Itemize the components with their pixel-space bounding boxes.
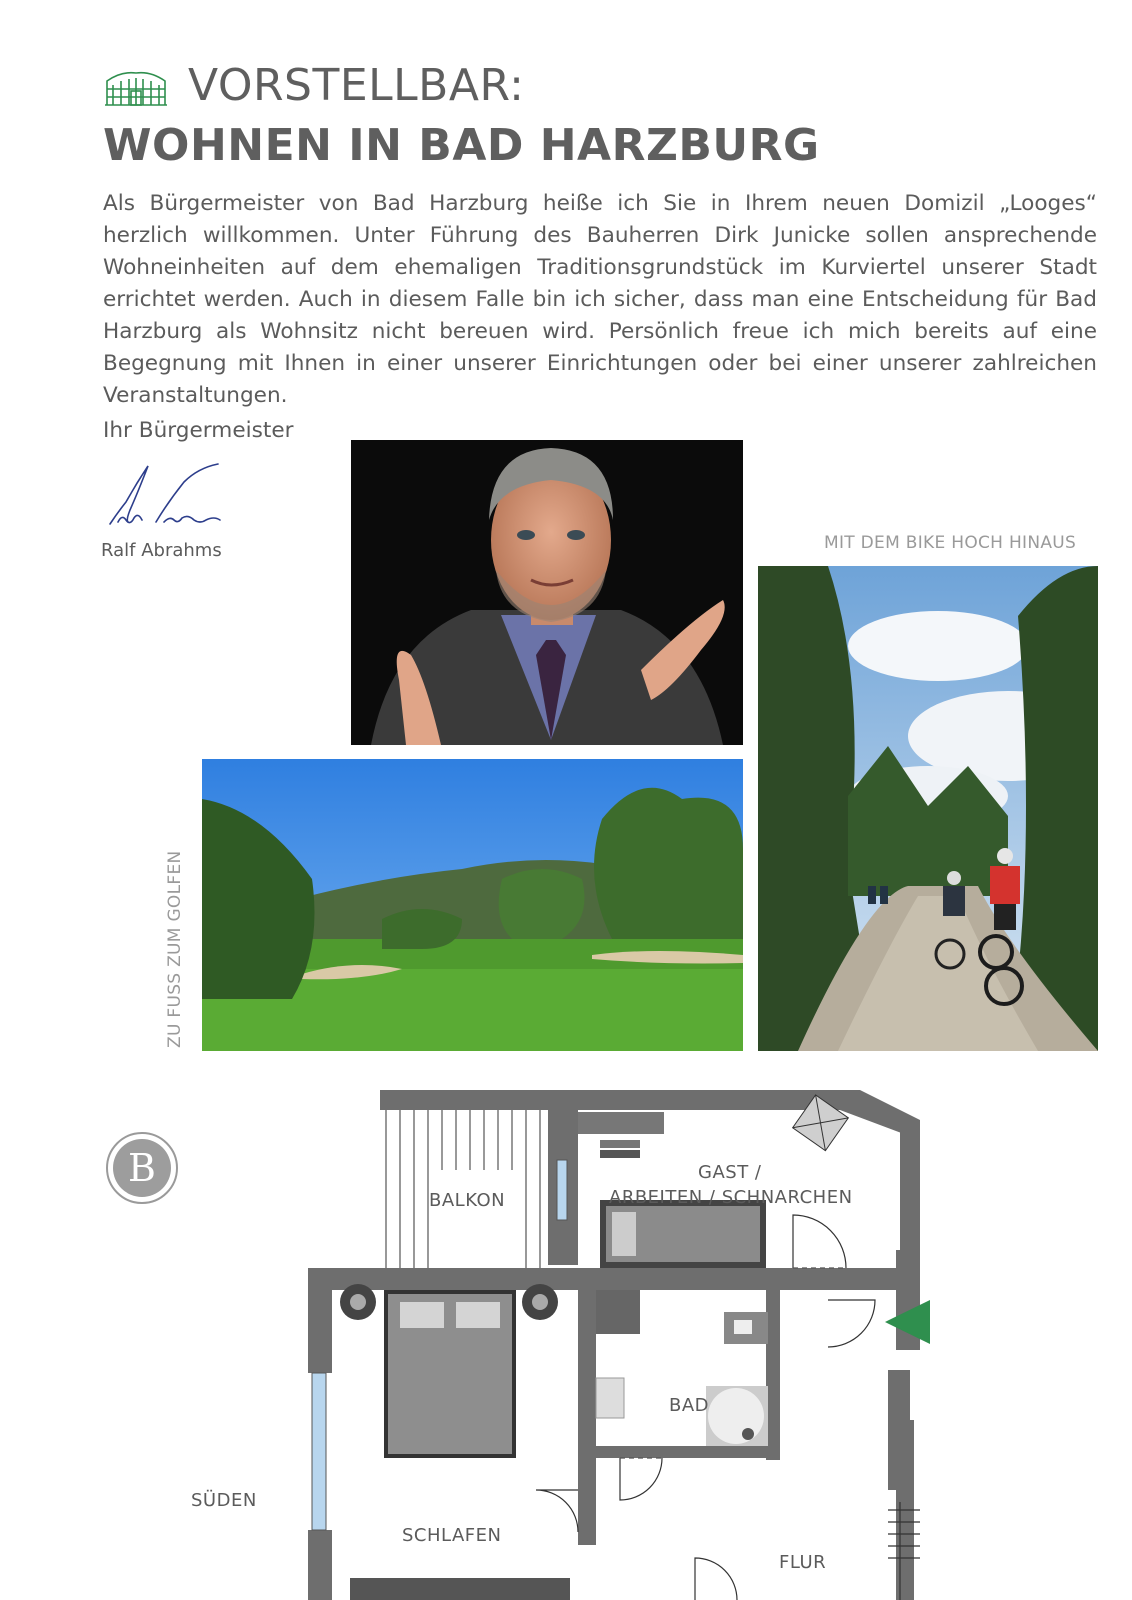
room-label-bad: BAD (669, 1395, 710, 1416)
page-title-line2: WOHNEN IN BAD HARZBURG (103, 120, 820, 171)
intro-paragraph: Als Bürgermeister von Bad Harzburg heiße ich Sie in Ihrem neuen Domizil „Looges“ herzlich willkommen. Unter Führung des Bauherren Dirk Junicke sollen ansprechende Wohneinheiten auf dem ehemaligen Traditionsgrundstück im Kurviertel unserer Stadt errichtet werden. Auch in diesem Falle bin ich sicher, dass man eine Entscheidung für Bad Harzburg als Wohnsitz nicht bereuen wird. Persönlich freue ich mich bereits auf eine Begegnung mit Ihnen in einer unserer Einrichtungen oder bei einer unserer zahlreichen Veranstaltungen. (103, 191, 1097, 408)
golf-course-photo (202, 759, 743, 1051)
orientation-label: SÜDEN (191, 1490, 257, 1511)
room-label-gast: GAST / (698, 1162, 762, 1183)
unit-badge-letter: B (113, 1139, 171, 1197)
caption-bike: MIT DEM BIKE HOCH HINAUS (824, 533, 1077, 553)
floor-plan (300, 1090, 980, 1600)
room-label-balkon: BALKON (429, 1190, 506, 1211)
mountain-bike-photo (758, 566, 1098, 1051)
room-label-arbeiten: ARBEITEN / SCHNARCHEN (609, 1187, 853, 1208)
greeting: Ihr Bürgermeister (103, 418, 294, 443)
building-logo-icon (103, 67, 169, 107)
caption-golf: ZU FUSS ZUM GOLFEN (165, 850, 185, 1048)
signature-name: Ralf Abrahms (101, 540, 222, 561)
mayor-portrait-photo (351, 440, 743, 745)
signature-icon (108, 462, 228, 532)
page-title-line1: VORSTELLBAR: (188, 60, 525, 111)
unit-badge (106, 1132, 178, 1204)
room-label-flur: FLUR (779, 1552, 827, 1573)
room-label-schlafen: SCHLAFEN (402, 1525, 502, 1546)
